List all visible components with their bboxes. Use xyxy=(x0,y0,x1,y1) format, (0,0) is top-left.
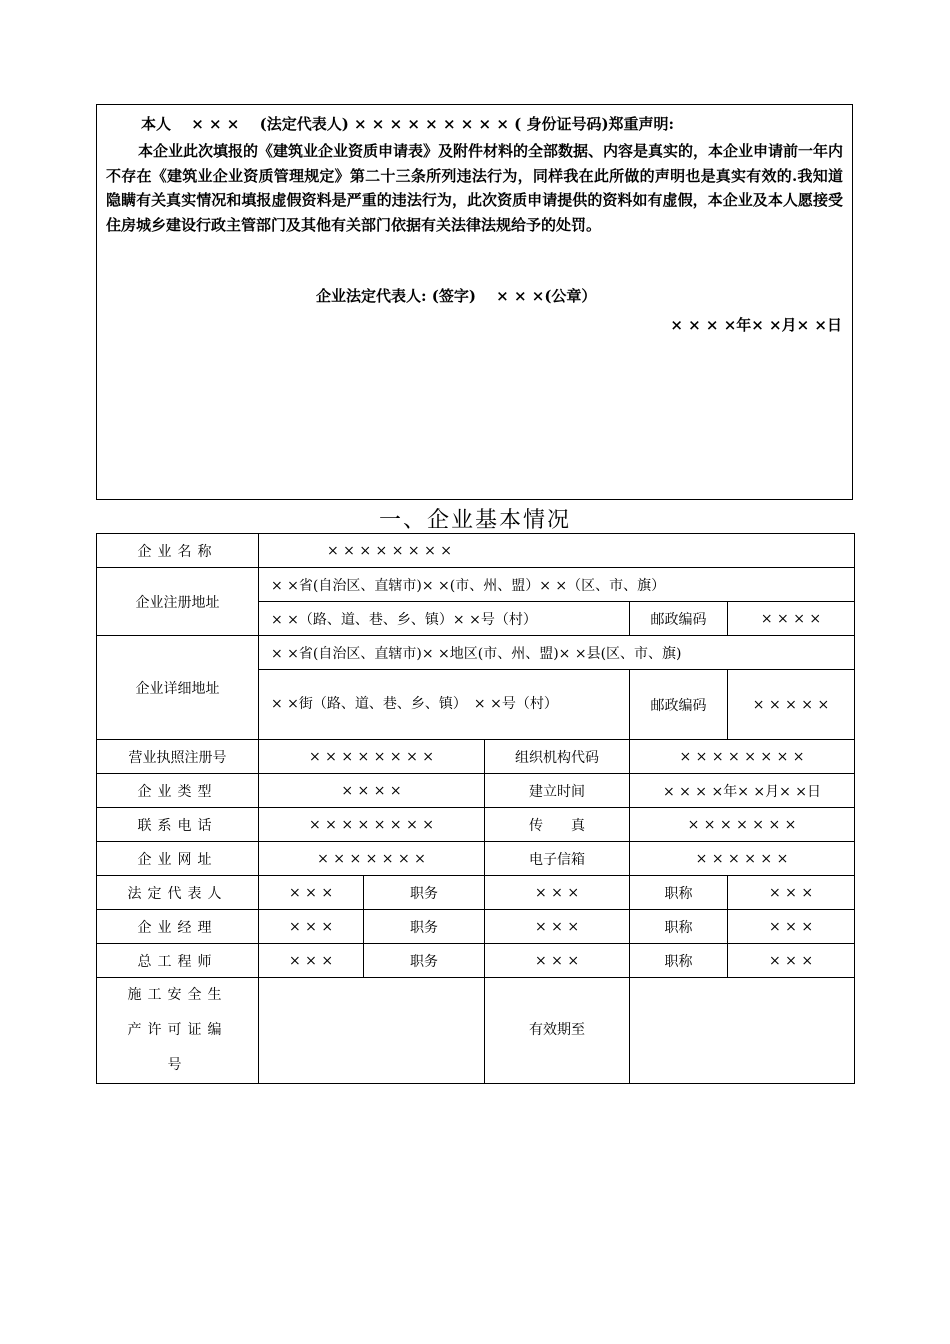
reg-postcode-label: 邮政编码 xyxy=(630,602,728,636)
type-value: × × × × xyxy=(259,774,485,808)
declaration-signature: 企业法定代表人: (签字) × × ×(公章） xyxy=(316,287,597,305)
chief-engineer-title-label: 职称 xyxy=(630,944,728,978)
legal-rep-label: 法定代表人 xyxy=(97,876,259,910)
table-row xyxy=(97,568,855,602)
declaration-box xyxy=(96,104,853,500)
company-info-table xyxy=(96,533,855,1084)
table-row xyxy=(97,636,855,670)
license-value: × × × × × × × × xyxy=(259,740,485,774)
chief-engineer-duty: × × × xyxy=(485,944,630,978)
manager-name: × × × xyxy=(259,910,364,944)
chief-engineer-duty-label: 职务 xyxy=(364,944,485,978)
phone-label: 联系电话 xyxy=(97,808,259,842)
manager-title: × × × xyxy=(728,910,855,944)
valid-until-label: 有效期至 xyxy=(485,978,630,1084)
table-row xyxy=(97,876,855,910)
declaration-heading: 本人 × × × (法定代表人) × × × × × × × × × ( 身份证号码)郑重声明: xyxy=(141,115,675,133)
founded-value: × × × ×年× ×月× ×日 xyxy=(630,774,855,808)
table-row xyxy=(97,534,855,568)
reg-addr-line2: × ×（路、道、巷、乡、镇）× ×号（村） xyxy=(259,602,630,636)
email-label: 电子信箱 xyxy=(485,842,630,876)
chief-engineer-label: 总工程师 xyxy=(97,944,259,978)
table-row xyxy=(97,978,855,1084)
org-code-value: × × × × × × × × xyxy=(630,740,855,774)
reg-postcode-value: × × × × xyxy=(728,602,855,636)
table-row xyxy=(97,740,855,774)
safety-license-value xyxy=(259,978,485,1084)
chief-engineer-title: × × × xyxy=(728,944,855,978)
detail-postcode-label: 邮政编码 xyxy=(630,670,728,740)
founded-label: 建立时间 xyxy=(485,774,630,808)
name-label: 企业名称 xyxy=(97,534,259,568)
valid-until-value xyxy=(630,978,855,1084)
legal-rep-title: × × × xyxy=(728,876,855,910)
manager-duty: × × × xyxy=(485,910,630,944)
fax-label: 传 真 xyxy=(485,808,630,842)
legal-rep-name: × × × xyxy=(259,876,364,910)
legal-rep-duty-label: 职务 xyxy=(364,876,485,910)
org-code-label: 组织机构代码 xyxy=(485,740,630,774)
name-value: × × × × × × × × xyxy=(259,534,855,568)
manager-duty-label: 职务 xyxy=(364,910,485,944)
manager-label: 企业经理 xyxy=(97,910,259,944)
table-row xyxy=(97,842,855,876)
email-value: × × × × × × xyxy=(630,842,855,876)
phone-value: × × × × × × × × xyxy=(259,808,485,842)
table-row xyxy=(97,808,855,842)
safety-license-label: 施工安全生产许可证编号 xyxy=(97,978,259,1084)
declaration-paragraph: 本企业此次填报的《建筑业企业资质申请表》及附件材料的全部数据、内容是真实的，本企业申请前一年内不存在《建筑业企业资质管理规定》第二十三条所列违法行为，同样我在此所做的声明也是真实有效的.我知道隐瞒有关真实情况和填报虚假资料是严重的违法行为，此次资质申请提供的资料如有虚假，本企业及本人愿接受住房城乡建设行政主管部门及其他有关部门依据有关法律法规给予的处罚。 xyxy=(106,142,844,234)
detail-postcode-value: × × × × × xyxy=(728,670,855,740)
license-label: 营业执照注册号 xyxy=(97,740,259,774)
table-row xyxy=(97,910,855,944)
manager-title-label: 职称 xyxy=(630,910,728,944)
table-row xyxy=(97,944,855,978)
legal-rep-title-label: 职称 xyxy=(630,876,728,910)
table-row xyxy=(97,774,855,808)
declaration-date: × × × ×年× ×月× ×日 xyxy=(670,316,842,334)
reg-addr-label: 企业注册地址 xyxy=(97,568,259,636)
legal-rep-duty: × × × xyxy=(485,876,630,910)
reg-addr-line1: × ×省(自治区、直辖市)× ×(市、州、盟）× ×（区、市、旗） xyxy=(259,568,855,602)
type-label: 企业类型 xyxy=(97,774,259,808)
web-value: × × × × × × × xyxy=(259,842,485,876)
web-label: 企业网址 xyxy=(97,842,259,876)
detail-addr-line2: × ×街（路、道、巷、乡、镇） × ×号（村） xyxy=(259,670,630,740)
fax-value: × × × × × × × xyxy=(630,808,855,842)
detail-addr-label: 企业详细地址 xyxy=(97,636,259,740)
section-title: 一、企业基本情况 xyxy=(378,508,571,533)
detail-addr-line1: × ×省(自治区、直辖市)× ×地区(市、州、盟)× ×县(区、市、旗) xyxy=(259,636,855,670)
chief-engineer-name: × × × xyxy=(259,944,364,978)
